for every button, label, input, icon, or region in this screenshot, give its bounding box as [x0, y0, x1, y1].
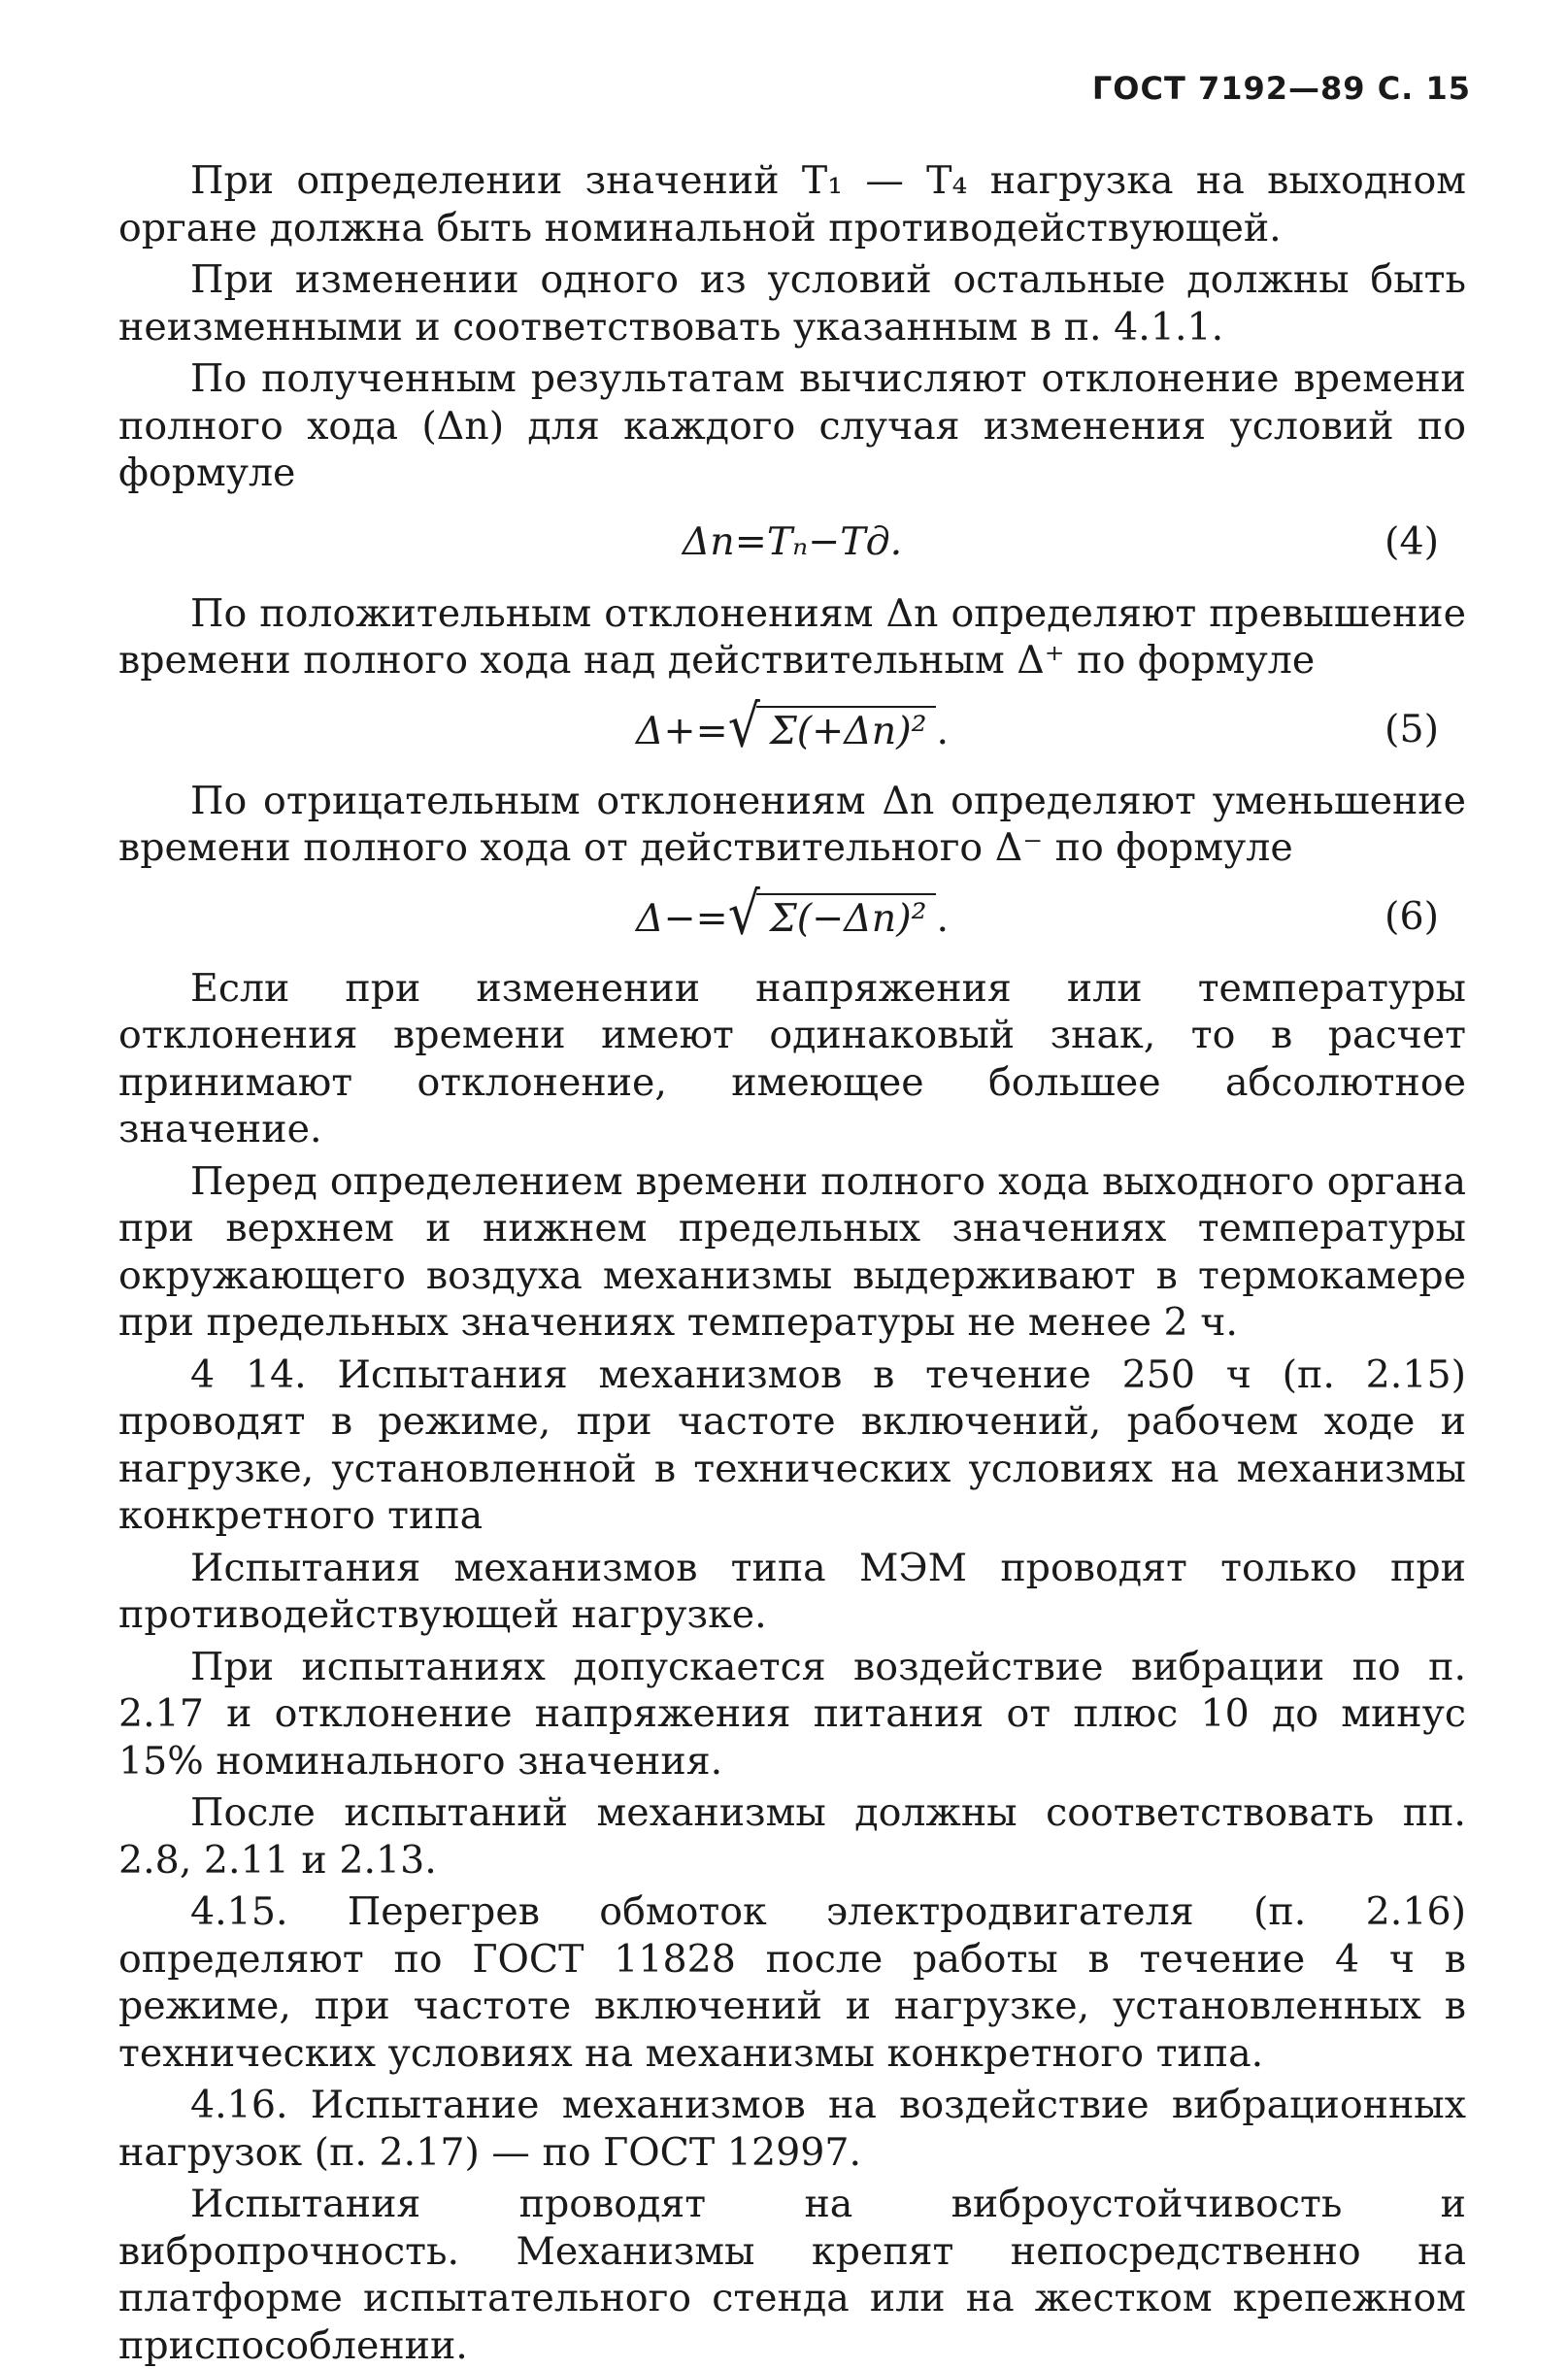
equation-5-number: (5) [1385, 706, 1439, 751]
paragraph: При изменении одного из условий остальные должны быть неизменными и соответствовать указанным в п. 4.1.1. [118, 257, 1466, 350]
paragraph: Испытания механизмов типа МЭМ проводят только при противодействующей нагрузке. [118, 1545, 1466, 1637]
equation-6-lhs: Δ−= [635, 895, 728, 941]
paragraph: По полученным результатам вычисляют отклонение времени полного хода (Δn) для каждого случая изменения условий по формуле [118, 356, 1466, 495]
paragraph: 4.15. Перегрев обмоток электродвигателя (п. 2.16) определяют по ГОСТ 11828 после работы в течение 4 ч в режиме, при частоте включений и нагрузке, установленных в технических условиях на механизмы конкретного типа. [118, 1889, 1466, 2076]
paragraph: По отрицательным отклонениям Δn определяют уменьшение времени полного хода от действительного Δ⁻ по формуле [118, 778, 1466, 870]
paragraph: После испытаний механизмы должны соответствовать пп. 2.8, 2.11 и 2.13. [118, 1790, 1466, 1883]
paragraph: При определении значений T₁ — T₄ нагрузка на выходном органе должна быть номинальной противодействующей. [118, 158, 1466, 250]
equation-6 [118, 881, 1466, 953]
equation-6-number: (6) [1385, 893, 1439, 939]
radical-sign: √ [727, 693, 760, 760]
paragraph: 4 14. Испытания механизмов в течение 250 ч (п. 2.15) проводят в режиме, при частоте включений, рабочем ходе и нагрузке, установленной в технических условиях на механизмы конкретного типа [118, 1351, 1466, 1538]
paragraph: По положительным отклонениям Δn определяют превышение времени полного хода над действительным Δ⁺ по формуле [118, 590, 1466, 683]
equation-5-radicand: Σ(+Δn)² [756, 706, 937, 752]
equation-5-lhs: Δ+= [635, 708, 728, 753]
paragraph: 4.16. Испытание механизмов на воздействие вибрационных нагрузок (п. 2.17) — по ГОСТ 12997. [118, 2083, 1466, 2175]
equation-4-formula: Δn=Tₙ−Tд. [682, 518, 903, 564]
equation-5 [118, 693, 1466, 766]
radical-sign: √ [727, 881, 760, 948]
paragraph: Испытания проводят на виброустойчивость и вибропрочность. Механизмы крепят непосредственно на платформе испытательного стенда или на жестком крепежном приспособлении. [118, 2182, 1466, 2368]
equation-5-tail: . [936, 708, 950, 753]
equation-4-number: (4) [1385, 518, 1439, 564]
equation-4 [118, 511, 1466, 579]
page-header: ГОСТ 7192—89 С. 15 [1091, 70, 1471, 107]
body-text [118, 157, 1466, 2369]
equation-6-tail: . [936, 895, 950, 941]
paragraph: Если при изменении напряжения или температуры отклонения времени имеют одинаковый знак, то в расчет принимают отклонение, имеющее большее абсолютное значение. [118, 965, 1466, 1151]
paragraph: Перед определением времени полного хода выходного органа при верхнем и нижнем предельных значениях температуры окружающего воздуха механизмы выдерживают в термокамере при предельных значениях температуры не менее 2 ч. [118, 1158, 1466, 1345]
paragraph: При испытаниях допускается воздействие вибрации по п. 2.17 и отклонение напряжения питания от плюс 10 до минус 15% номинального значения. [118, 1644, 1466, 1784]
equation-6-radicand: Σ(−Δn)² [756, 893, 937, 940]
